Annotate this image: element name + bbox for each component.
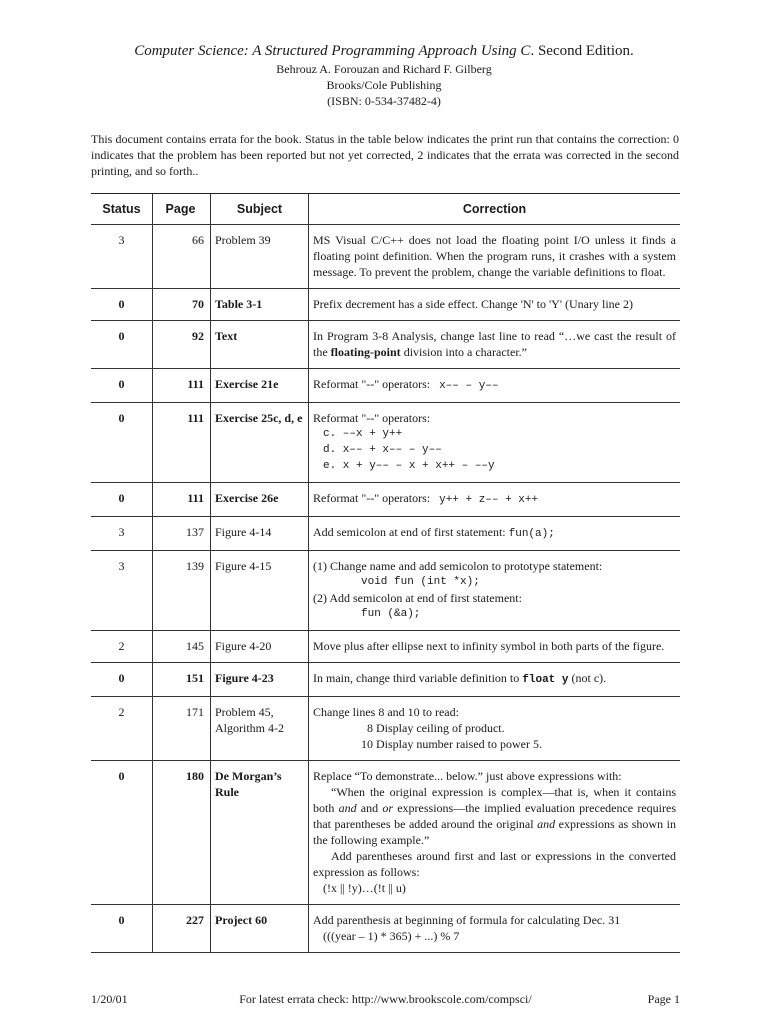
errata-table [91, 193, 680, 953]
page-cell: 111 [153, 483, 211, 517]
table-row [91, 289, 680, 321]
correction-cell: (1) Change name and add semicolon to prototype statement: void fun (int *x); (2) Add semicolon at end of first statement: fun (&a); [309, 551, 681, 631]
table-row [91, 517, 680, 551]
status-cell: 0 [91, 289, 153, 321]
status-cell: 0 [91, 483, 153, 517]
subject-cell: Problem 39 [211, 225, 309, 289]
page-cell: 180 [153, 761, 211, 905]
correction-cell: In main, change third variable definition to float y (not c). [309, 663, 681, 697]
correction-cell: In Program 3-8 Analysis, change last line to read “…we cast the result of the floating-point division into a character.” [309, 321, 681, 369]
status-cell: 3 [91, 517, 153, 551]
status-cell: 3 [91, 225, 153, 289]
table-row [91, 321, 680, 369]
table-row [91, 483, 680, 517]
subject-cell: De Morgan’s Rule [211, 761, 309, 905]
page-cell: 151 [153, 663, 211, 697]
page-cell: 111 [153, 369, 211, 403]
footer-errata-link: For latest errata check: http://www.brookscole.com/compsci/ [239, 992, 532, 1006]
subject-cell: Figure 4-20 [211, 631, 309, 663]
subject-cell: Exercise 21e [211, 369, 309, 403]
correction-cell: Replace “To demonstrate... below.” just above expressions with: “When the original expression is complex—that is, when it contains both and and or expressions—the implied evaluation precedence requires that parentheses be added around the original and expressions as shown in the following example.” Add parentheses around first and last or expressions in the converted expression as follows: (!x || !y)…(!t || u) [309, 761, 681, 905]
footer-page-number: Page 1 [647, 992, 680, 1006]
correction-cell: MS Visual C/C++ does not load the floating point I/O unless it finds a floating point definition. When the program runs, it crashes with a system message. To prevent the problem, change the variable definitions to float. [309, 225, 681, 289]
subject-cell: Problem 45, Algorithm 4-2 [211, 697, 309, 761]
table-row [91, 225, 680, 289]
status-cell: 0 [91, 663, 153, 697]
table-row [91, 761, 680, 905]
status-cell: 0 [91, 761, 153, 905]
status-cell: 2 [91, 631, 153, 663]
isbn: (ISBN: 0-534-37482-4) [327, 94, 441, 108]
column-header-subject: Subject [211, 194, 309, 225]
page-cell: 70 [153, 289, 211, 321]
subject-cell: Table 3-1 [211, 289, 309, 321]
page-cell: 227 [153, 905, 211, 953]
code-line: d. x–– + x–– – y–– [323, 444, 442, 456]
page-cell: 139 [153, 551, 211, 631]
page-cell: 111 [153, 403, 211, 483]
page-cell: 137 [153, 517, 211, 551]
page-cell: 145 [153, 631, 211, 663]
table-row [91, 631, 680, 663]
table-row [91, 663, 680, 697]
status-cell: 2 [91, 697, 153, 761]
intro-paragraph: This document contains errata for the book. Status in the table below indicates the print run that contains the correction: 0 indicates that the problem has been reported but not yet corrected, 2 indicates that the errata was corrected in the second printing, and so forth.. [91, 132, 679, 178]
subject-cell: Project 60 [211, 905, 309, 953]
subject-cell: Text [211, 321, 309, 369]
table-row [91, 551, 680, 631]
correction-cell: Add semicolon at end of first statement: fun(a); [309, 517, 681, 551]
status-cell: 3 [91, 551, 153, 631]
code-line: c. ––x + y++ [323, 428, 403, 440]
code-line: e. x + y–– – x + x++ – ––y [323, 460, 495, 472]
code-snippet: y++ + z–– + x++ [439, 494, 539, 506]
correction-cell: Change lines 8 and 10 to read: 8 Display ceiling of product. 10 Display number raised to power 5. [309, 697, 681, 761]
publisher: Brooks/Cole Publishing [326, 78, 442, 92]
code-snippet: float y [522, 674, 569, 686]
page-cell: 66 [153, 225, 211, 289]
table-row [91, 369, 680, 403]
status-cell: 0 [91, 369, 153, 403]
correction-cell: Reformat "--" operators: y++ + z–– + x++ [309, 483, 681, 517]
subject-cell: Exercise 25c, d, e [211, 403, 309, 483]
document-header [0, 42, 768, 109]
subject-cell: Figure 4-23 [211, 663, 309, 697]
correction-cell: Reformat "--" operators: x–– – y–– [309, 369, 681, 403]
book-title: Computer Science: A Structured Programming Approach Using C. Second Edition. [134, 43, 634, 59]
table-row [91, 403, 680, 483]
code-snippet: fun(a); [508, 528, 555, 540]
subject-cell: Figure 4-14 [211, 517, 309, 551]
table-header-row [91, 194, 680, 225]
code-line: fun (&a); [361, 608, 421, 620]
authors: Behrouz A. Forouzan and Richard F. Gilberg [276, 62, 492, 76]
code-snippet: x–– – y–– [439, 380, 499, 392]
footer-date: 1/20/01 [91, 992, 128, 1006]
status-cell: 0 [91, 321, 153, 369]
correction-cell: Prefix decrement has a side effect. Change 'N' to 'Y' (Unary line 2) [309, 289, 681, 321]
subject-cell: Exercise 26e [211, 483, 309, 517]
column-header-page: Page [153, 194, 211, 225]
subject-cell: Figure 4-15 [211, 551, 309, 631]
status-cell: 0 [91, 403, 153, 483]
code-line: void fun (int *x); [361, 576, 480, 588]
correction-cell: Reformat "--" operators: c. ––x + y++ d. x–– + x–– – y–– e. x + y–– – x + x++ – ––y [309, 403, 681, 483]
table-row [91, 905, 680, 953]
correction-cell: Move plus after ellipse next to infinity symbol in both parts of the figure. [309, 631, 681, 663]
status-cell: 0 [91, 905, 153, 953]
page-cell: 171 [153, 697, 211, 761]
table-row [91, 697, 680, 761]
column-header-status: Status [91, 194, 153, 225]
correction-cell: Add parenthesis at beginning of formula for calculating Dec. 31 (((year – 1) * 365) + ...) % 7 [309, 905, 681, 953]
page-cell: 92 [153, 321, 211, 369]
column-header-correction: Correction [309, 194, 681, 225]
